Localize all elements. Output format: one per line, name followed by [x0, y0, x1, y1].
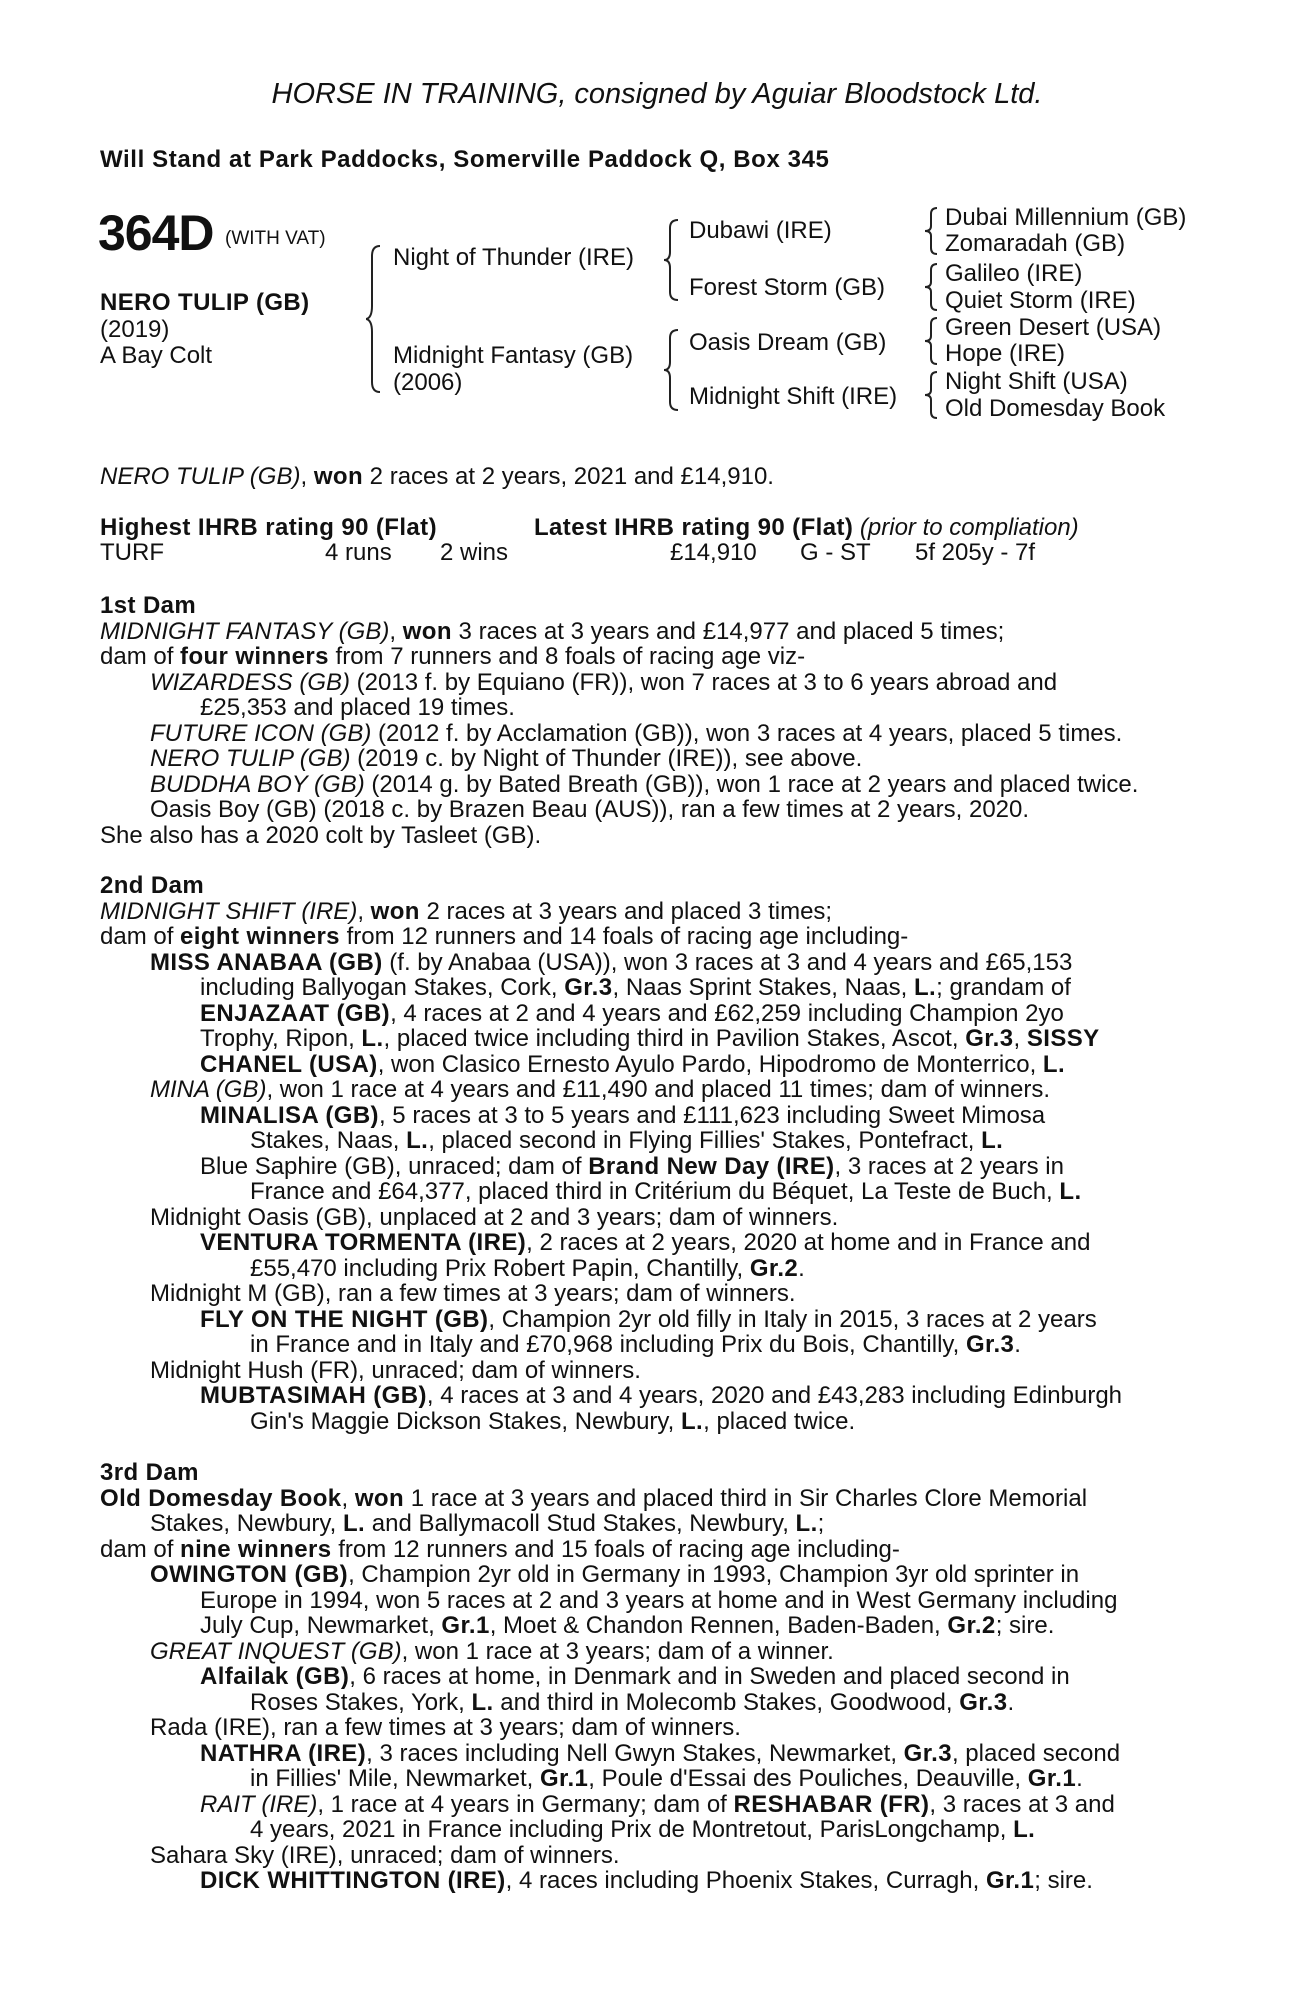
- text-run: Gr.1: [985, 1867, 1035, 1894]
- text-run: £25,353 and placed 19 times.: [200, 694, 515, 721]
- text-line: [100, 899, 1205, 925]
- race-summary: NERO TULIP (GB), won 2 races at 2 years, 2021 and £14,910.: [100, 463, 774, 490]
- text-run: Midnight M (GB), ran a few times at 3 years; dam of winners.: [150, 1280, 796, 1307]
- text-line: [100, 1332, 1205, 1358]
- text-run: , placed twice including third in Pavilion Stakes, Ascot,: [383, 1025, 966, 1052]
- text-run: MISS ANABAA (GB): [150, 948, 383, 976]
- text-run: ,: [1013, 1025, 1027, 1052]
- text-run: Midnight Hush (FR), unraced; dam of winners.: [150, 1356, 641, 1384]
- text-run: ; sire.: [1034, 1867, 1093, 1894]
- text-run: , 2 races at 2 years, 2020 at home and in France and: [526, 1229, 1091, 1256]
- second-dam-section: [100, 873, 1205, 1434]
- text-run: DICK WHITTINGTON (IRE): [200, 1867, 506, 1894]
- text-run: Gin's Maggie Dickson Stakes, Newbury,: [250, 1407, 681, 1435]
- text-line: [100, 1179, 1205, 1205]
- text-run: L.: [913, 974, 937, 1001]
- text-run: , Champion 2yr old in Germany in 1993, Champion 3yr old sprinter in: [348, 1561, 1080, 1588]
- text-line: [100, 1639, 1205, 1665]
- text-run: 1 race at 3 years and placed third in Sir Charles Clore Memorial: [404, 1484, 1088, 1512]
- text-run: OWINGTON (GB): [150, 1561, 349, 1588]
- text-run: , won 1 race at 3 years; dam of a winner.: [401, 1637, 834, 1665]
- text-run: L.: [680, 1407, 704, 1435]
- text-run: L.: [406, 1127, 429, 1154]
- summary-text: 2 races at 2 years, 2021 and £14,910.: [363, 463, 774, 490]
- text-run: Gr.1: [539, 1765, 589, 1792]
- text-line: [100, 1077, 1205, 1103]
- text-run: and third in Molecomb Stakes, Goodwood,: [493, 1688, 960, 1716]
- text-run: Trophy, Ripon,: [200, 1025, 362, 1052]
- first-dam-section: [100, 593, 1205, 848]
- text-run: RESHABAR (FR): [733, 1790, 930, 1818]
- text-run: Rada (IRE), ran a few times at 3 years; dam of winners.: [150, 1714, 741, 1741]
- text-run: four winners: [180, 643, 329, 670]
- text-run: (2013 f. by Equiano (FR)), won 7 races at 3 to 6 years abroad and: [350, 668, 1058, 696]
- text-run: MINA (GB): [150, 1076, 267, 1103]
- text-line: [100, 1256, 1205, 1282]
- text-run: won: [354, 1484, 405, 1512]
- text-line: [100, 695, 1205, 721]
- pedigree-dam-dam: Midnight Shift (IRE): [689, 383, 898, 410]
- text-line: [100, 772, 1205, 798]
- text-run: , Naas Sprint Stakes, Naas,: [612, 974, 914, 1001]
- text-run: ,: [389, 617, 403, 645]
- text-run: L.: [795, 1510, 818, 1537]
- text-line: [100, 1154, 1205, 1180]
- text-run: Stakes, Naas,: [250, 1127, 407, 1154]
- rating-note: (prior to compliation): [859, 514, 1079, 541]
- text-run: .: [1007, 1688, 1015, 1716]
- text-line: [100, 823, 1205, 849]
- text-line: [100, 746, 1205, 772]
- text-line: [100, 1715, 1205, 1741]
- text-run: and Ballymacoll Stud Stakes, Newbury,: [365, 1510, 796, 1537]
- text-run: , placed second: [951, 1739, 1121, 1767]
- text-run: , 3 races at 3 and: [929, 1790, 1115, 1818]
- second-dam-lines: [100, 899, 1205, 1435]
- text-line: [100, 1766, 1205, 1792]
- pedigree-brace-7: [925, 370, 941, 420]
- pedigree-sire-dam: Forest Storm (GB): [689, 274, 886, 301]
- text-run: FUTURE ICON (GB): [150, 719, 372, 747]
- text-run: , 3 races including Nell Gwyn Stakes, Newmarket,: [366, 1739, 904, 1767]
- text-run: CHANEL (USA): [200, 1050, 378, 1078]
- text-run: ,: [341, 1484, 355, 1512]
- text-run: 4 years, 2021 in France including Prix de Montretout, ParisLongchamp,: [250, 1816, 1014, 1843]
- pedigree-brace-3: [664, 328, 682, 412]
- text-run: including Ballyogan Stakes, Cork,: [200, 974, 565, 1001]
- pedigree-ddd: Old Domesday Book: [945, 395, 1166, 422]
- horse-description: A Bay Colt: [100, 342, 213, 369]
- vat-label: (WITH VAT): [225, 228, 326, 249]
- text-run: Gr.3: [959, 1688, 1008, 1716]
- text-run: L.: [1042, 1050, 1066, 1078]
- text-run: £55,470 including Prix Robert Papin, Chantilly,: [250, 1254, 750, 1282]
- text-run: ENJAZAAT (GB): [200, 999, 391, 1027]
- text-run: BUDDHA BOY (GB): [150, 770, 365, 798]
- record-surface: TURF: [100, 539, 164, 566]
- text-run: , 4 races at 2 and 4 years and £62,259 including Champion 2yo: [390, 999, 1064, 1027]
- text-line: [100, 1205, 1205, 1231]
- record-runs: 4 runs: [325, 539, 392, 566]
- text-run: (2014 g. by Bated Breath (GB)), won 1 race at 2 years and placed twice.: [364, 770, 1139, 798]
- text-run: Oasis Boy (GB) (2018 c. by Brazen Beau (AUS)), ran a few times at 2 years, 2020.: [150, 796, 1030, 823]
- pedigree-sss: Dubai Millennium (GB): [945, 204, 1187, 231]
- text-run: nine winners: [180, 1535, 332, 1563]
- text-run: FLY ON THE NIGHT (GB): [200, 1305, 489, 1333]
- text-run: Alfailak (GB): [200, 1663, 350, 1690]
- text-run: 2 races at 3 years and placed 3 times;: [419, 897, 833, 925]
- text-run: Gr.1: [441, 1612, 490, 1639]
- pedigree-dam-year: (2006): [393, 369, 463, 396]
- text-run: .: [1076, 1765, 1083, 1792]
- text-run: L.: [1013, 1816, 1036, 1843]
- pedigree-dds: Night Shift (USA): [945, 368, 1128, 395]
- text-run: Gr.3: [965, 1025, 1014, 1052]
- text-run: VENTURA TORMENTA (IRE): [200, 1229, 527, 1256]
- text-line: [100, 975, 1205, 1001]
- text-run: , won 1 race at 4 years and £11,490 and placed 11 times; dam of winners.: [266, 1076, 1051, 1103]
- text-run: L.: [361, 1025, 384, 1052]
- pedigree-dam: Midnight Fantasy (GB): [393, 342, 634, 369]
- text-run: , Moet & Chandon Rennen, Baden-Baden,: [489, 1612, 948, 1639]
- text-line: [100, 1690, 1205, 1716]
- text-line: [100, 721, 1205, 747]
- pedigree-brace-1: [366, 244, 386, 394]
- text-line: [100, 1001, 1205, 1027]
- text-line: [100, 644, 1205, 670]
- third-dam-lines: [100, 1486, 1205, 1894]
- text-line: [100, 1358, 1205, 1384]
- stand-location: Will Stand at Park Paddocks, Somerville Paddock Q, Box 345: [100, 146, 830, 173]
- text-line: [100, 1511, 1205, 1537]
- text-line: [100, 1664, 1205, 1690]
- record-wins: 2 wins: [440, 539, 509, 566]
- text-run: Gr.3: [903, 1739, 952, 1767]
- horse-year: (2019): [100, 316, 170, 343]
- text-line: [100, 1817, 1205, 1843]
- pedigree-sdd: Quiet Storm (IRE): [945, 287, 1136, 314]
- text-run: ; sire.: [995, 1612, 1055, 1639]
- text-run: , won Clasico Ernesto Ayulo Pardo, Hipodromo de Monterrico,: [377, 1050, 1043, 1078]
- text-run: SISSY: [1026, 1025, 1100, 1052]
- text-run: , 6 races at home, in Denmark and in Sweden and placed second in: [349, 1663, 1070, 1690]
- text-line: [100, 1052, 1205, 1078]
- text-line: [100, 619, 1205, 645]
- text-line: [100, 1588, 1205, 1614]
- pedigree-dss: Green Desert (USA): [945, 314, 1162, 341]
- text-run: Gr.2: [947, 1612, 996, 1639]
- text-line: [100, 1307, 1205, 1333]
- text-line: [100, 1103, 1205, 1129]
- text-line: [100, 1281, 1205, 1307]
- text-run: dam of: [100, 923, 181, 950]
- text-run: GREAT INQUEST (GB): [150, 1637, 402, 1665]
- pedigree-sire-sire: Dubawi (IRE): [689, 217, 832, 244]
- text-run: L.: [981, 1127, 1004, 1154]
- text-run: from 12 runners and 14 foals of racing age including-: [339, 923, 909, 950]
- text-run: WIZARDESS (GB): [150, 668, 351, 696]
- latest-rating-line: [534, 515, 1079, 541]
- pedigree-ssd: Zomaradah (GB): [945, 230, 1126, 257]
- pedigree-brace-4: [925, 206, 941, 256]
- text-run: , 1 race at 4 years in Germany; dam of: [317, 1790, 734, 1818]
- text-run: Midnight Oasis (GB), unplaced at 2 and 3 years; dam of winners.: [150, 1203, 839, 1231]
- pedigree-brace-2: [664, 218, 682, 302]
- text-run: Old Domesday Book: [100, 1484, 342, 1512]
- text-run: Roses Stakes, York,: [250, 1688, 472, 1716]
- record-prize: £14,910: [670, 539, 757, 566]
- text-run: July Cup, Newmarket,: [200, 1612, 442, 1639]
- text-run: Stakes, Newbury,: [150, 1510, 343, 1537]
- text-run: ;: [817, 1510, 825, 1537]
- text-run: Gr.1: [1027, 1765, 1077, 1792]
- text-run: , 4 races at 3 and 4 years, 2020 and £43,283 including Edinburgh: [426, 1382, 1123, 1409]
- text-run: MUBTASIMAH (GB): [200, 1382, 427, 1409]
- text-line: [100, 1537, 1205, 1563]
- first-dam-lines: [100, 619, 1205, 849]
- pedigree-sds: Galileo (IRE): [945, 260, 1083, 287]
- text-run: Gr.2: [749, 1254, 799, 1282]
- record-distance: 5f 205y - 7f: [915, 539, 1036, 566]
- text-run: L.: [1059, 1178, 1082, 1205]
- text-run: , 5 races at 3 to 5 years and £111,623 including Sweet Mimosa: [378, 1101, 1046, 1129]
- text-run: .: [1014, 1331, 1021, 1358]
- text-run: won: [370, 897, 420, 925]
- text-run: Europe in 1994, won 5 races at 2 and 3 years at home and in West Germany including: [200, 1586, 1118, 1614]
- page-header: HORSE IN TRAINING, consigned by Aguiar Bloodstock Ltd.: [271, 78, 1043, 110]
- text-line: [100, 1409, 1205, 1435]
- text-line: [100, 1486, 1205, 1512]
- text-run: NERO TULIP (GB): [150, 745, 351, 772]
- third-dam-section: [100, 1460, 1205, 1894]
- text-line: [100, 1128, 1205, 1154]
- text-run: She also has a 2020 colt by Tasleet (GB).: [100, 821, 542, 849]
- text-run: L.: [471, 1688, 494, 1716]
- text-run: , Champion 2yr old filly in Italy in 2015, 3 races at 2 years: [488, 1305, 1097, 1333]
- text-line: [100, 1843, 1205, 1869]
- lot-number: 364D: [98, 205, 214, 261]
- text-run: Brand New Day (IRE): [588, 1152, 835, 1180]
- text-line: [100, 950, 1205, 976]
- text-run: Blue Saphire (GB), unraced; dam of: [200, 1152, 589, 1180]
- text-run: won: [402, 617, 452, 645]
- second-dam-title: 2nd Dam: [100, 872, 205, 899]
- third-dam-title: 3rd Dam: [100, 1459, 199, 1486]
- text-run: Gr.3: [564, 974, 613, 1001]
- pedigree-brace-5: [925, 262, 941, 312]
- horse-name: NERO TULIP (GB): [100, 289, 310, 316]
- latest-rating: Latest IHRB rating 90 (Flat): [534, 514, 854, 541]
- text-run: ; grandam of: [936, 974, 1071, 1001]
- text-line: [100, 1868, 1205, 1894]
- text-run: Sahara Sky (IRE), unraced; dam of winners.: [150, 1841, 620, 1869]
- text-line: [100, 924, 1205, 950]
- text-line: [100, 1383, 1205, 1409]
- text-run: , 3 races at 2 years in: [834, 1152, 1064, 1180]
- text-run: France and £64,377, placed third in Critérium du Béquet, La Teste de Buch,: [250, 1178, 1060, 1205]
- text-run: Gr.3: [965, 1331, 1015, 1358]
- text-line: [100, 797, 1205, 823]
- first-dam-title: 1st Dam: [100, 592, 197, 619]
- text-line: [100, 1230, 1205, 1256]
- pedigree-brace-6: [925, 316, 941, 366]
- text-run: , placed twice.: [703, 1407, 856, 1435]
- pedigree-sire: Night of Thunder (IRE): [393, 244, 634, 271]
- text-run: from 12 runners and 15 foals of racing age including-: [331, 1535, 900, 1563]
- text-run: dam of: [100, 1535, 181, 1563]
- text-line: [100, 1026, 1205, 1052]
- text-run: (2012 f. by Acclamation (GB)), won 3 races at 4 years, placed 5 times.: [371, 719, 1123, 747]
- text-run: L.: [342, 1510, 366, 1537]
- text-run: MIDNIGHT SHIFT (IRE): [100, 897, 358, 925]
- text-run: , placed second in Flying Fillies' Stakes, Pontefract,: [428, 1127, 982, 1154]
- text-line: [100, 1562, 1205, 1588]
- text-run: .: [798, 1254, 805, 1282]
- text-line: [100, 1613, 1205, 1639]
- text-run: eight winners: [180, 923, 340, 950]
- summary-won: won: [313, 463, 364, 490]
- text-run: (f. by Anabaa (USA)), won 3 races at 3 and 4 years and £65,153: [382, 948, 1073, 976]
- text-run: (2019 c. by Night of Thunder (IRE)), see above.: [350, 745, 863, 772]
- text-run: dam of: [100, 643, 181, 670]
- text-run: from 7 runners and 8 foals of racing age viz-: [328, 643, 806, 670]
- pedigree-dsd: Hope (IRE): [945, 340, 1066, 367]
- text-run: MIDNIGHT FANTASY (GB): [100, 617, 390, 645]
- text-run: RAIT (IRE): [200, 1790, 318, 1818]
- text-line: [100, 1792, 1205, 1818]
- text-line: [100, 670, 1205, 696]
- text-run: , 4 races including Phoenix Stakes, Curragh,: [505, 1867, 986, 1894]
- text-line: [100, 1741, 1205, 1767]
- text-run: 3 races at 3 years and £14,977 and placed 5 times;: [451, 617, 1005, 645]
- pedigree-dam-sire: Oasis Dream (GB): [689, 329, 887, 356]
- highest-rating: Highest IHRB rating 90 (Flat): [100, 514, 437, 541]
- summary-horse-name: NERO TULIP (GB): [100, 463, 301, 490]
- text-run: in Fillies' Mile, Newmarket,: [250, 1765, 540, 1792]
- text-run: , Poule d'Essai des Pouliches, Deauville,: [588, 1765, 1028, 1792]
- record-going: G - ST: [800, 539, 871, 566]
- text-run: NATHRA (IRE): [200, 1739, 367, 1767]
- text-run: ,: [357, 897, 371, 925]
- text-run: MINALISA (GB): [200, 1101, 379, 1129]
- text-run: in France and in Italy and £70,968 including Prix du Bois, Chantilly,: [250, 1331, 966, 1358]
